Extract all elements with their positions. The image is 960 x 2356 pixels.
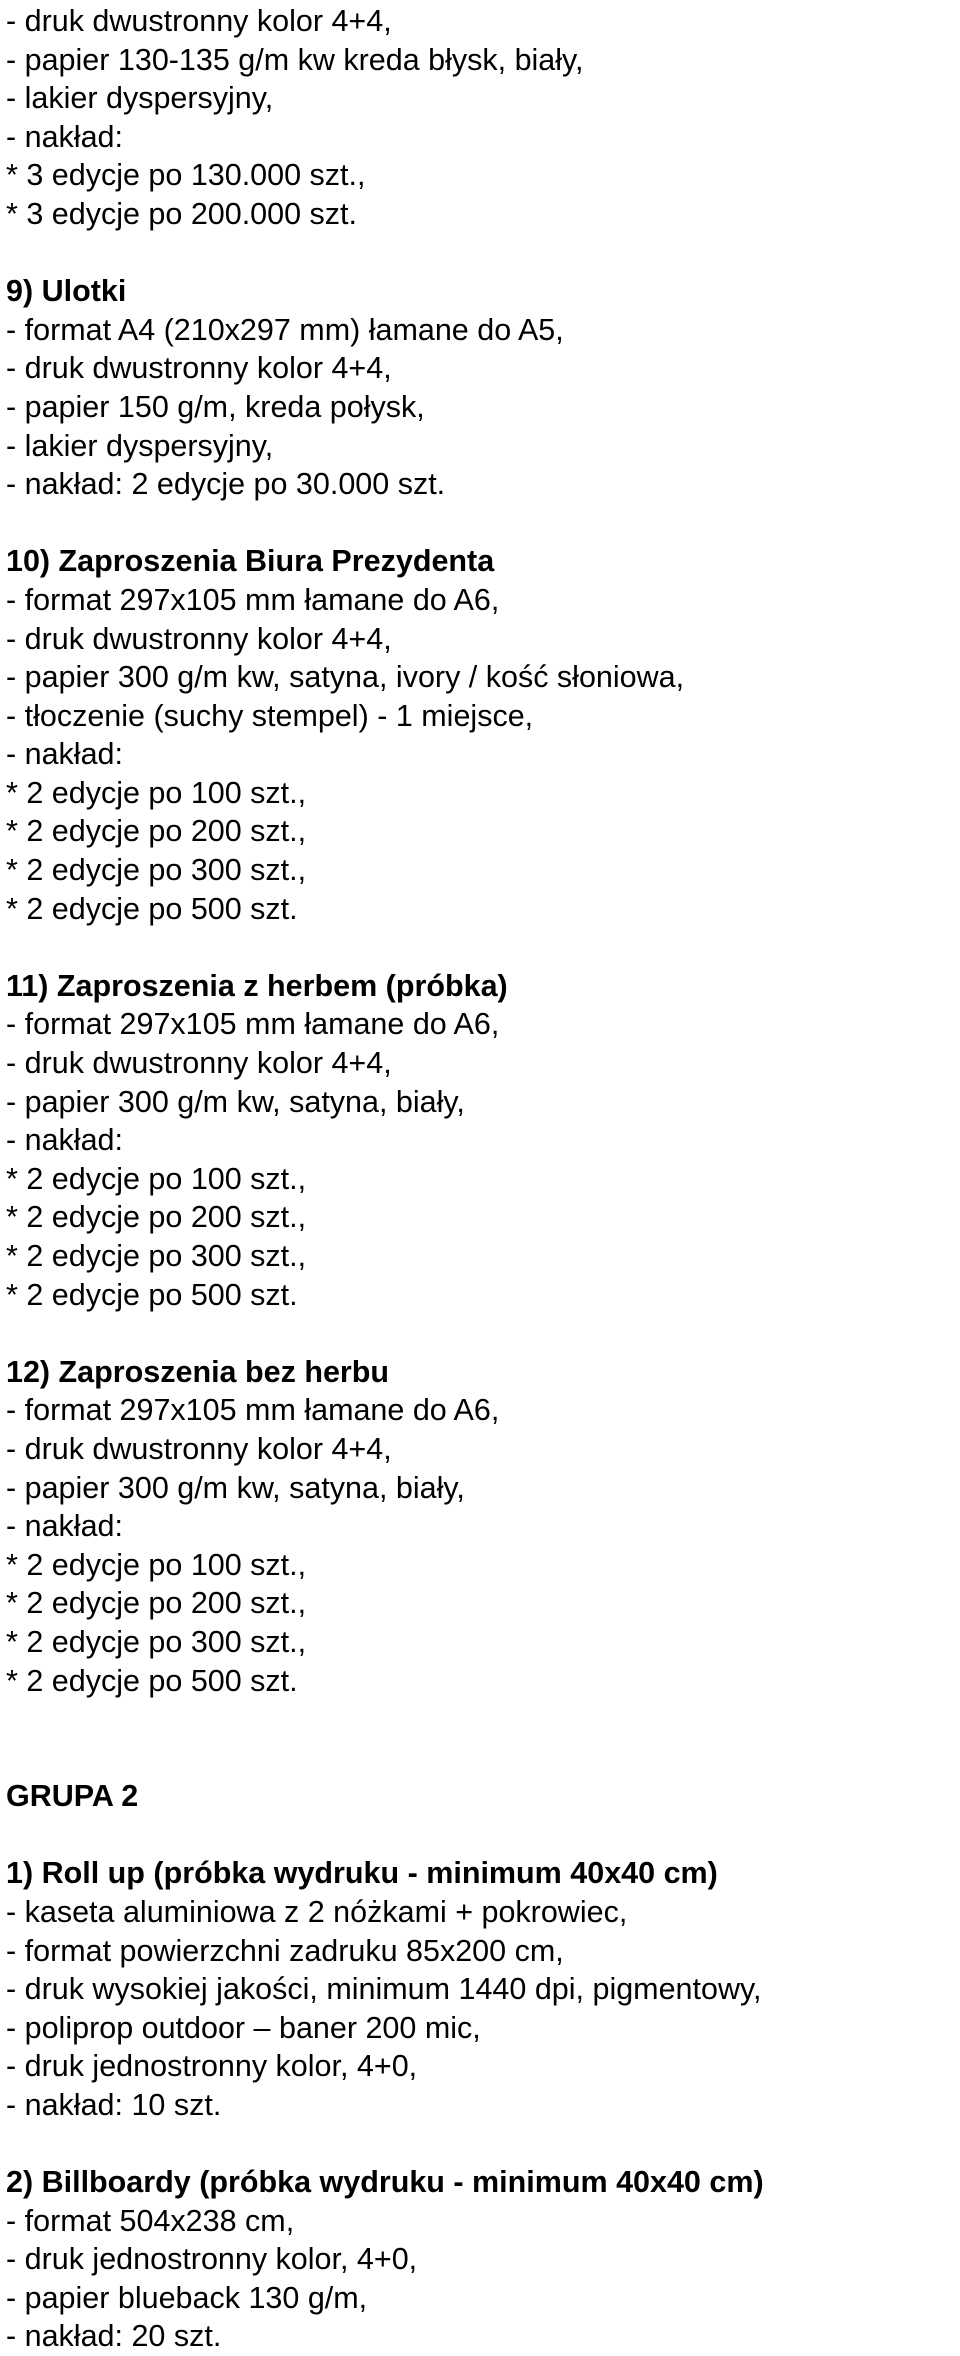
group2-section-1-roll-up (6, 1854, 960, 2124)
section-heading: 11) Zaproszenia z herbem (próbka) (6, 968, 508, 1003)
section-9-ulotki (6, 272, 960, 504)
list-item: - nakład: 20 szt. (6, 2319, 222, 2354)
list-item: * 2 edycje po 200 szt., (6, 1200, 307, 1235)
list-item: - format 297x105 mm łamane do A6, (6, 1007, 500, 1042)
group-heading: GRUPA 2 (6, 1779, 139, 1814)
section-heading: 12) Zaproszenia bez herbu (6, 1354, 390, 1389)
list-item: * 2 edycje po 300 szt., (6, 1239, 307, 1273)
spacer (6, 2124, 960, 2163)
list-item: - lakier dyspersyjny, (6, 428, 274, 463)
list-item: - druk dwustronny kolor 4+4, (6, 1046, 392, 1081)
list-item: * 2 edycje po 200 szt., (6, 1586, 307, 1621)
list-item: - papier 300 g/m kw, satyna, biały, (6, 1084, 465, 1119)
spacer (6, 1700, 960, 1777)
list-item: * 3 edycje po 130.000 szt., (6, 158, 366, 193)
list-item: - papier 130-135 g/m kw kreda błysk, biały, (6, 42, 584, 77)
list-item: - papier 300 g/m kw, satyna, biały, (6, 1470, 465, 1505)
list-item: - nakład: (6, 119, 123, 154)
list-item: - papier 300 g/m kw, satyna, ivory / kość słoniowa, (6, 660, 685, 695)
spacer (6, 234, 960, 273)
section-10-zaproszenia-biura-prezydenta (6, 542, 960, 928)
list-item: * 2 edycje po 200 szt., (6, 814, 307, 849)
group2-section-2-billboardy (6, 2163, 960, 2356)
list-item: * 2 edycje po 500 szt. (6, 891, 298, 926)
list-item: - tłoczenie (suchy stempel) - 1 miejsce, (6, 698, 534, 733)
list-item: - lakier dyspersyjny, (6, 81, 274, 116)
list-item: - druk wysokiej jakości, minimum 1440 dpi, pigmentowy, (6, 1972, 762, 2007)
list-item: - format powierzchni zadruku 85x200 cm, (6, 1933, 564, 1968)
list-item: - nakład: (6, 737, 123, 772)
list-item: - format 297x105 mm łamane do A6, (6, 582, 500, 617)
list-item: - poliprop outdoor – baner 200 mic, (6, 2010, 481, 2045)
list-item: - nakład: 10 szt. (6, 2087, 222, 2122)
list-item: * 3 edycje po 200.000 szt. (6, 196, 357, 231)
list-item: * 2 edycje po 100 szt., (6, 1161, 307, 1196)
section-12-zaproszenia-bez-herbu (6, 1353, 960, 1700)
continuation-block (6, 2, 960, 234)
list-item: - papier blueback 130 g/m, (6, 2280, 368, 2315)
list-item: - druk dwustronny kolor 4+4, (6, 351, 392, 386)
list-item: - format 504x238 cm, (6, 2203, 295, 2238)
list-item: - nakład: 2 edycje po 30.000 szt. (6, 467, 446, 502)
spacer (6, 928, 960, 967)
list-item: * 2 edycje po 100 szt., (6, 775, 307, 810)
section-11-zaproszenia-z-herbem (6, 967, 960, 1314)
list-item: * 2 edycje po 100 szt., (6, 1547, 307, 1582)
list-item: * 2 edycje po 300 szt., (6, 1624, 307, 1659)
section-heading: 2) Billboardy (próbka wydruku - minimum 40x40 cm) (6, 2165, 764, 2200)
section-heading: 10) Zaproszenia Biura Prezydenta (6, 544, 495, 579)
list-item: - kaseta aluminiowa z 2 nóżkami + pokrowiec, (6, 1894, 628, 1929)
section-heading: 9) Ulotki (6, 274, 127, 309)
list-item: * 2 edycje po 500 szt. (6, 1277, 298, 1312)
list-item: * 2 edycje po 300 szt., (6, 853, 307, 888)
spacer (6, 1816, 960, 1855)
list-item: - nakład: (6, 1509, 123, 1544)
list-item: - druk jednostronny kolor, 4+0, (6, 2049, 418, 2084)
list-item: - druk jednostronny kolor, 4+0, (6, 2242, 418, 2277)
spacer (6, 1314, 960, 1353)
list-item: - format A4 (210x297 mm) łamane do A5, (6, 312, 564, 347)
section-heading: 1) Roll up (próbka wydruku - minimum 40x40 cm) (6, 1856, 718, 1891)
list-item: - papier 150 g/m, kreda połysk, (6, 389, 425, 424)
list-item: * 2 edycje po 500 szt. (6, 1663, 298, 1698)
list-item: - druk dwustronny kolor 4+4, (6, 1431, 392, 1466)
spacer (6, 504, 960, 543)
list-item: - druk dwustronny kolor 4+4, (6, 621, 392, 656)
list-item: - druk dwustronny kolor 4+4, (6, 4, 392, 38)
list-item: - format 297x105 mm łamane do A6, (6, 1393, 500, 1428)
list-item: - nakład: (6, 1123, 123, 1158)
